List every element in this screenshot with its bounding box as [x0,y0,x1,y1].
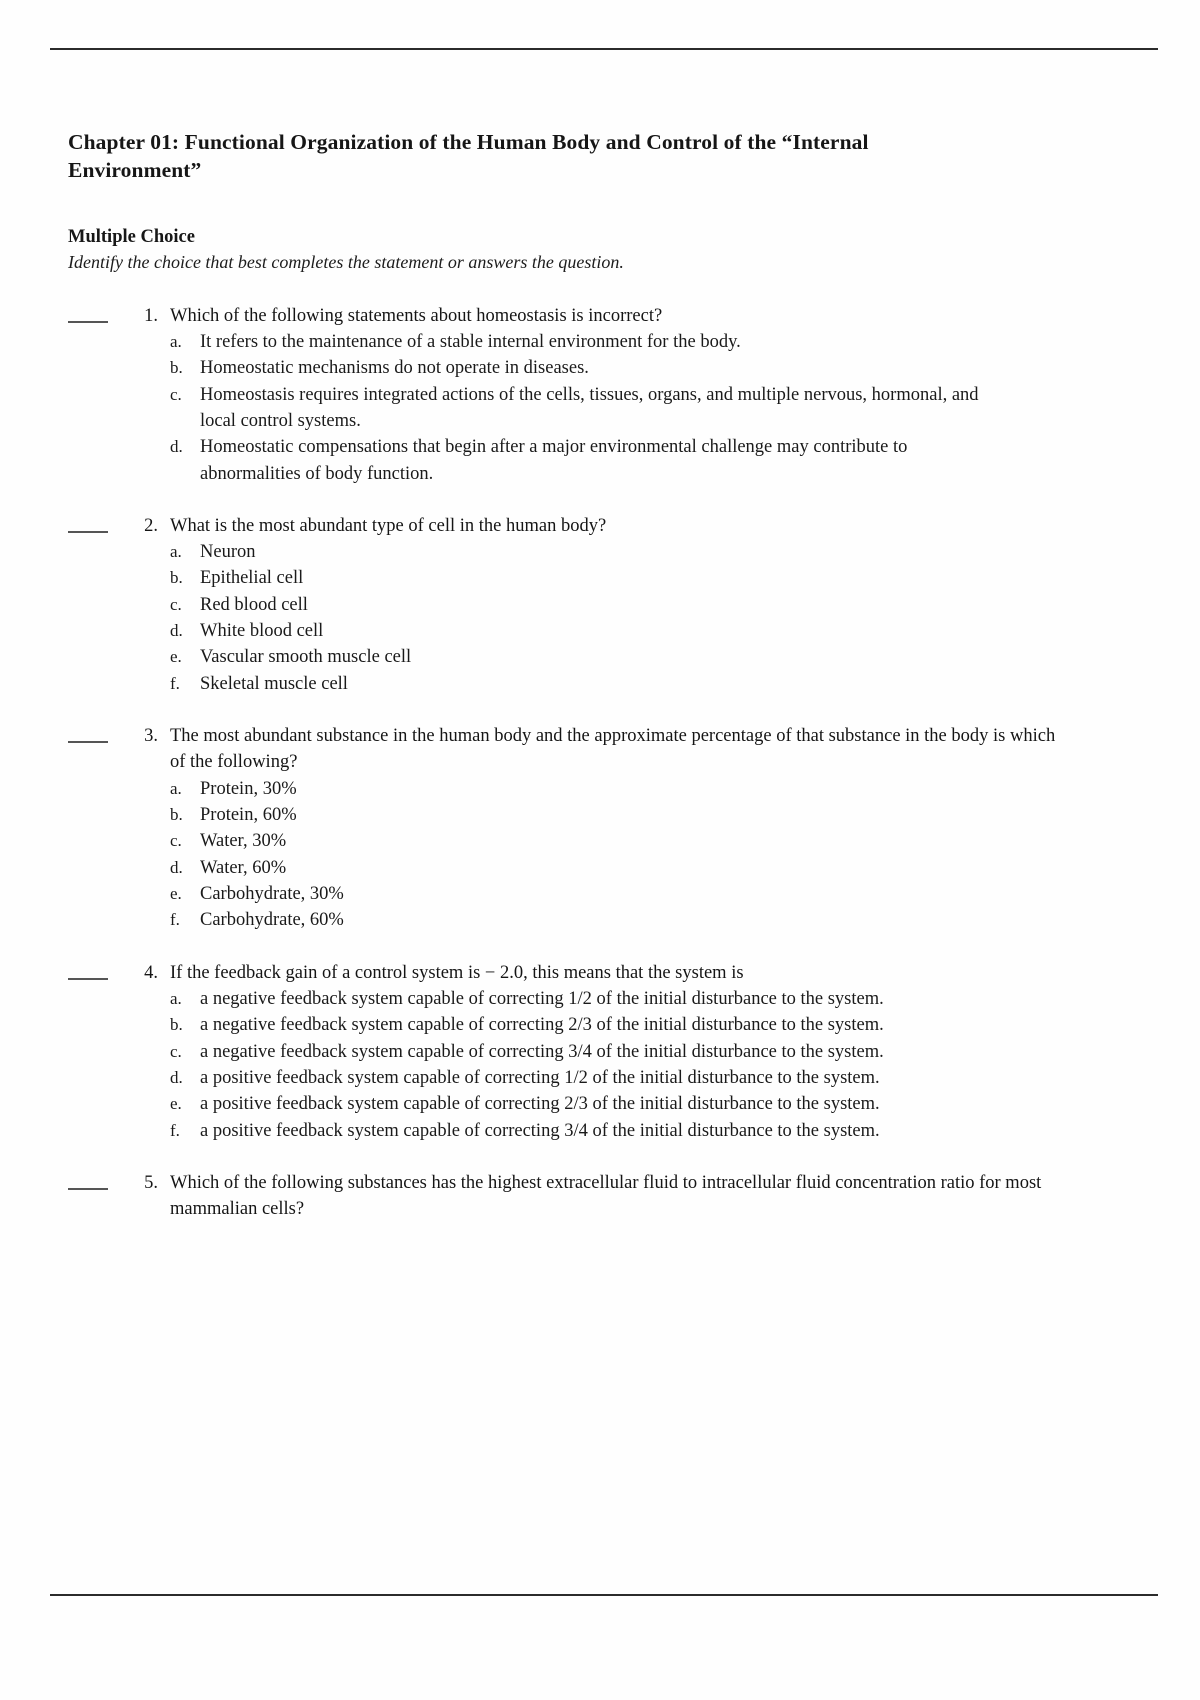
option-text: Water, 30% [200,831,287,852]
question-number: 3. [144,726,158,747]
question-number: 5. [144,1173,158,1194]
option-item[interactable] [170,382,1068,435]
option-item[interactable] [170,986,1068,1012]
option-letter: c. [170,831,182,851]
option-letter: a. [170,332,182,352]
question-stem: What is the most abundant type of cell in the human body? [170,515,607,536]
option-item[interactable] [170,881,1068,907]
question-stem-row [136,303,1068,329]
option-letter: a. [170,778,182,798]
section-instruction: Identify the choice that best completes the statement or answers the question. [68,251,624,272]
option-item[interactable] [170,1118,1068,1144]
option-list [136,539,1068,697]
option-letter: e. [170,1094,182,1114]
question-item [68,723,1068,934]
option-item[interactable] [170,671,1068,697]
option-item[interactable] [170,329,1068,355]
option-list [136,986,1068,1144]
option-item[interactable] [170,1065,1068,1091]
option-letter: c. [170,384,182,404]
question-stem-row [136,1170,1068,1223]
option-text: Protein, 60% [200,804,297,825]
option-letter: e. [170,647,182,667]
option-text: Neuron [200,542,256,563]
question-stem-row [136,960,1068,986]
option-text: Homeostasis requires integrated actions of the cells, tissues, organs, and multiple nervous, hormonal, and local control systems. [200,384,979,431]
option-text: Water, 60% [200,857,287,878]
option-text: a negative feedback system capable of correcting 2/3 of the initial disturbance to the system. [200,1015,884,1036]
option-text: a negative feedback system capable of correcting 3/4 of the initial disturbance to the system. [200,1041,884,1062]
option-item[interactable] [170,1039,1068,1065]
option-letter: d. [170,857,183,877]
option-letter: d. [170,437,183,457]
question-stem: If the feedback gain of a control system is − 2.0, this means that the system is [170,962,744,983]
option-text: a positive feedback system capable of correcting 3/4 of the initial disturbance to the system. [200,1120,880,1141]
footer-rule [50,1594,1158,1596]
option-text: It refers to the maintenance of a stable internal environment for the body. [200,332,741,353]
option-item[interactable] [170,1091,1068,1117]
question-stem: Which of the following statements about homeostasis is incorrect? [170,305,663,326]
answer-blank-line[interactable] [68,741,108,743]
option-item[interactable] [170,907,1068,933]
question-stem-row [136,513,1068,539]
question-stem-row [136,723,1068,776]
option-letter: b. [170,358,183,378]
option-item[interactable] [170,539,1068,565]
question-stem: The most abundant substance in the human body and the approximate percentage of that substance in the body is which of the following? [170,726,1056,773]
option-item[interactable] [170,828,1068,854]
question-item [68,960,1068,1144]
option-text: Protein, 30% [200,778,297,799]
option-item[interactable] [170,592,1068,618]
option-letter: c. [170,1041,182,1061]
option-letter: b. [170,804,183,824]
question-item [68,1170,1068,1223]
answer-blank-line[interactable] [68,978,108,980]
option-text: Homeostatic compensations that begin after a major environmental challenge may contribute to abnormalities of body function. [200,437,908,484]
option-text: a positive feedback system capable of correcting 2/3 of the initial disturbance to the system. [200,1094,880,1115]
option-letter: a. [170,542,182,562]
question-list [68,303,1068,1223]
option-letter: f. [170,673,180,693]
option-item[interactable] [170,434,1068,487]
option-text: a negative feedback system capable of correcting 1/2 of the initial disturbance to the system. [200,988,884,1009]
option-item[interactable] [170,1012,1068,1038]
option-item[interactable] [170,855,1068,881]
option-letter: d. [170,1067,183,1087]
option-item[interactable] [170,776,1068,802]
option-text: Skeletal muscle cell [200,673,348,694]
header-rule [50,48,1158,50]
option-letter: c. [170,594,182,614]
option-item[interactable] [170,618,1068,644]
option-letter: b. [170,1015,183,1035]
option-text: Epithelial cell [200,568,304,589]
option-letter: b. [170,568,183,588]
option-list [136,776,1068,934]
option-list [136,329,1068,487]
option-item[interactable] [170,355,1068,381]
option-letter: e. [170,884,182,903]
answer-blank-line[interactable] [68,1188,108,1190]
question-number: 4. [144,962,158,983]
page-title: Chapter 01: Functional Organization of the Human Body and Control of the “Internal Environment” [68,130,869,183]
answer-blank-line[interactable] [68,321,108,323]
question-item [68,303,1068,487]
option-text: White blood cell [200,621,324,642]
option-letter: f. [170,910,180,930]
question-number: 2. [144,515,158,536]
option-text: a positive feedback system capable of correcting 1/2 of the initial disturbance to the system. [200,1067,880,1088]
question-item [68,513,1068,697]
question-number: 1. [144,305,158,326]
question-stem: Which of the following substances has the highest extracellular fluid to intracellular fluid concentration ratio for most mammalian cells? [170,1173,1042,1220]
option-text: Vascular smooth muscle cell [200,647,412,668]
option-letter: d. [170,621,183,641]
option-letter: a. [170,988,182,1008]
option-text: Homeostatic mechanisms do not operate in diseases. [200,358,589,379]
option-text: Carbohydrate, 30% [200,884,344,904]
option-item[interactable] [170,644,1068,670]
option-item[interactable] [170,565,1068,591]
option-text: Red blood cell [200,594,308,615]
option-item[interactable] [170,802,1068,828]
option-text: Carbohydrate, 60% [200,910,344,931]
answer-blank-line[interactable] [68,531,108,533]
option-letter: f. [170,1120,180,1140]
page-content [68,128,1068,1223]
section-header-multiple-choice: Multiple Choice [68,226,195,247]
